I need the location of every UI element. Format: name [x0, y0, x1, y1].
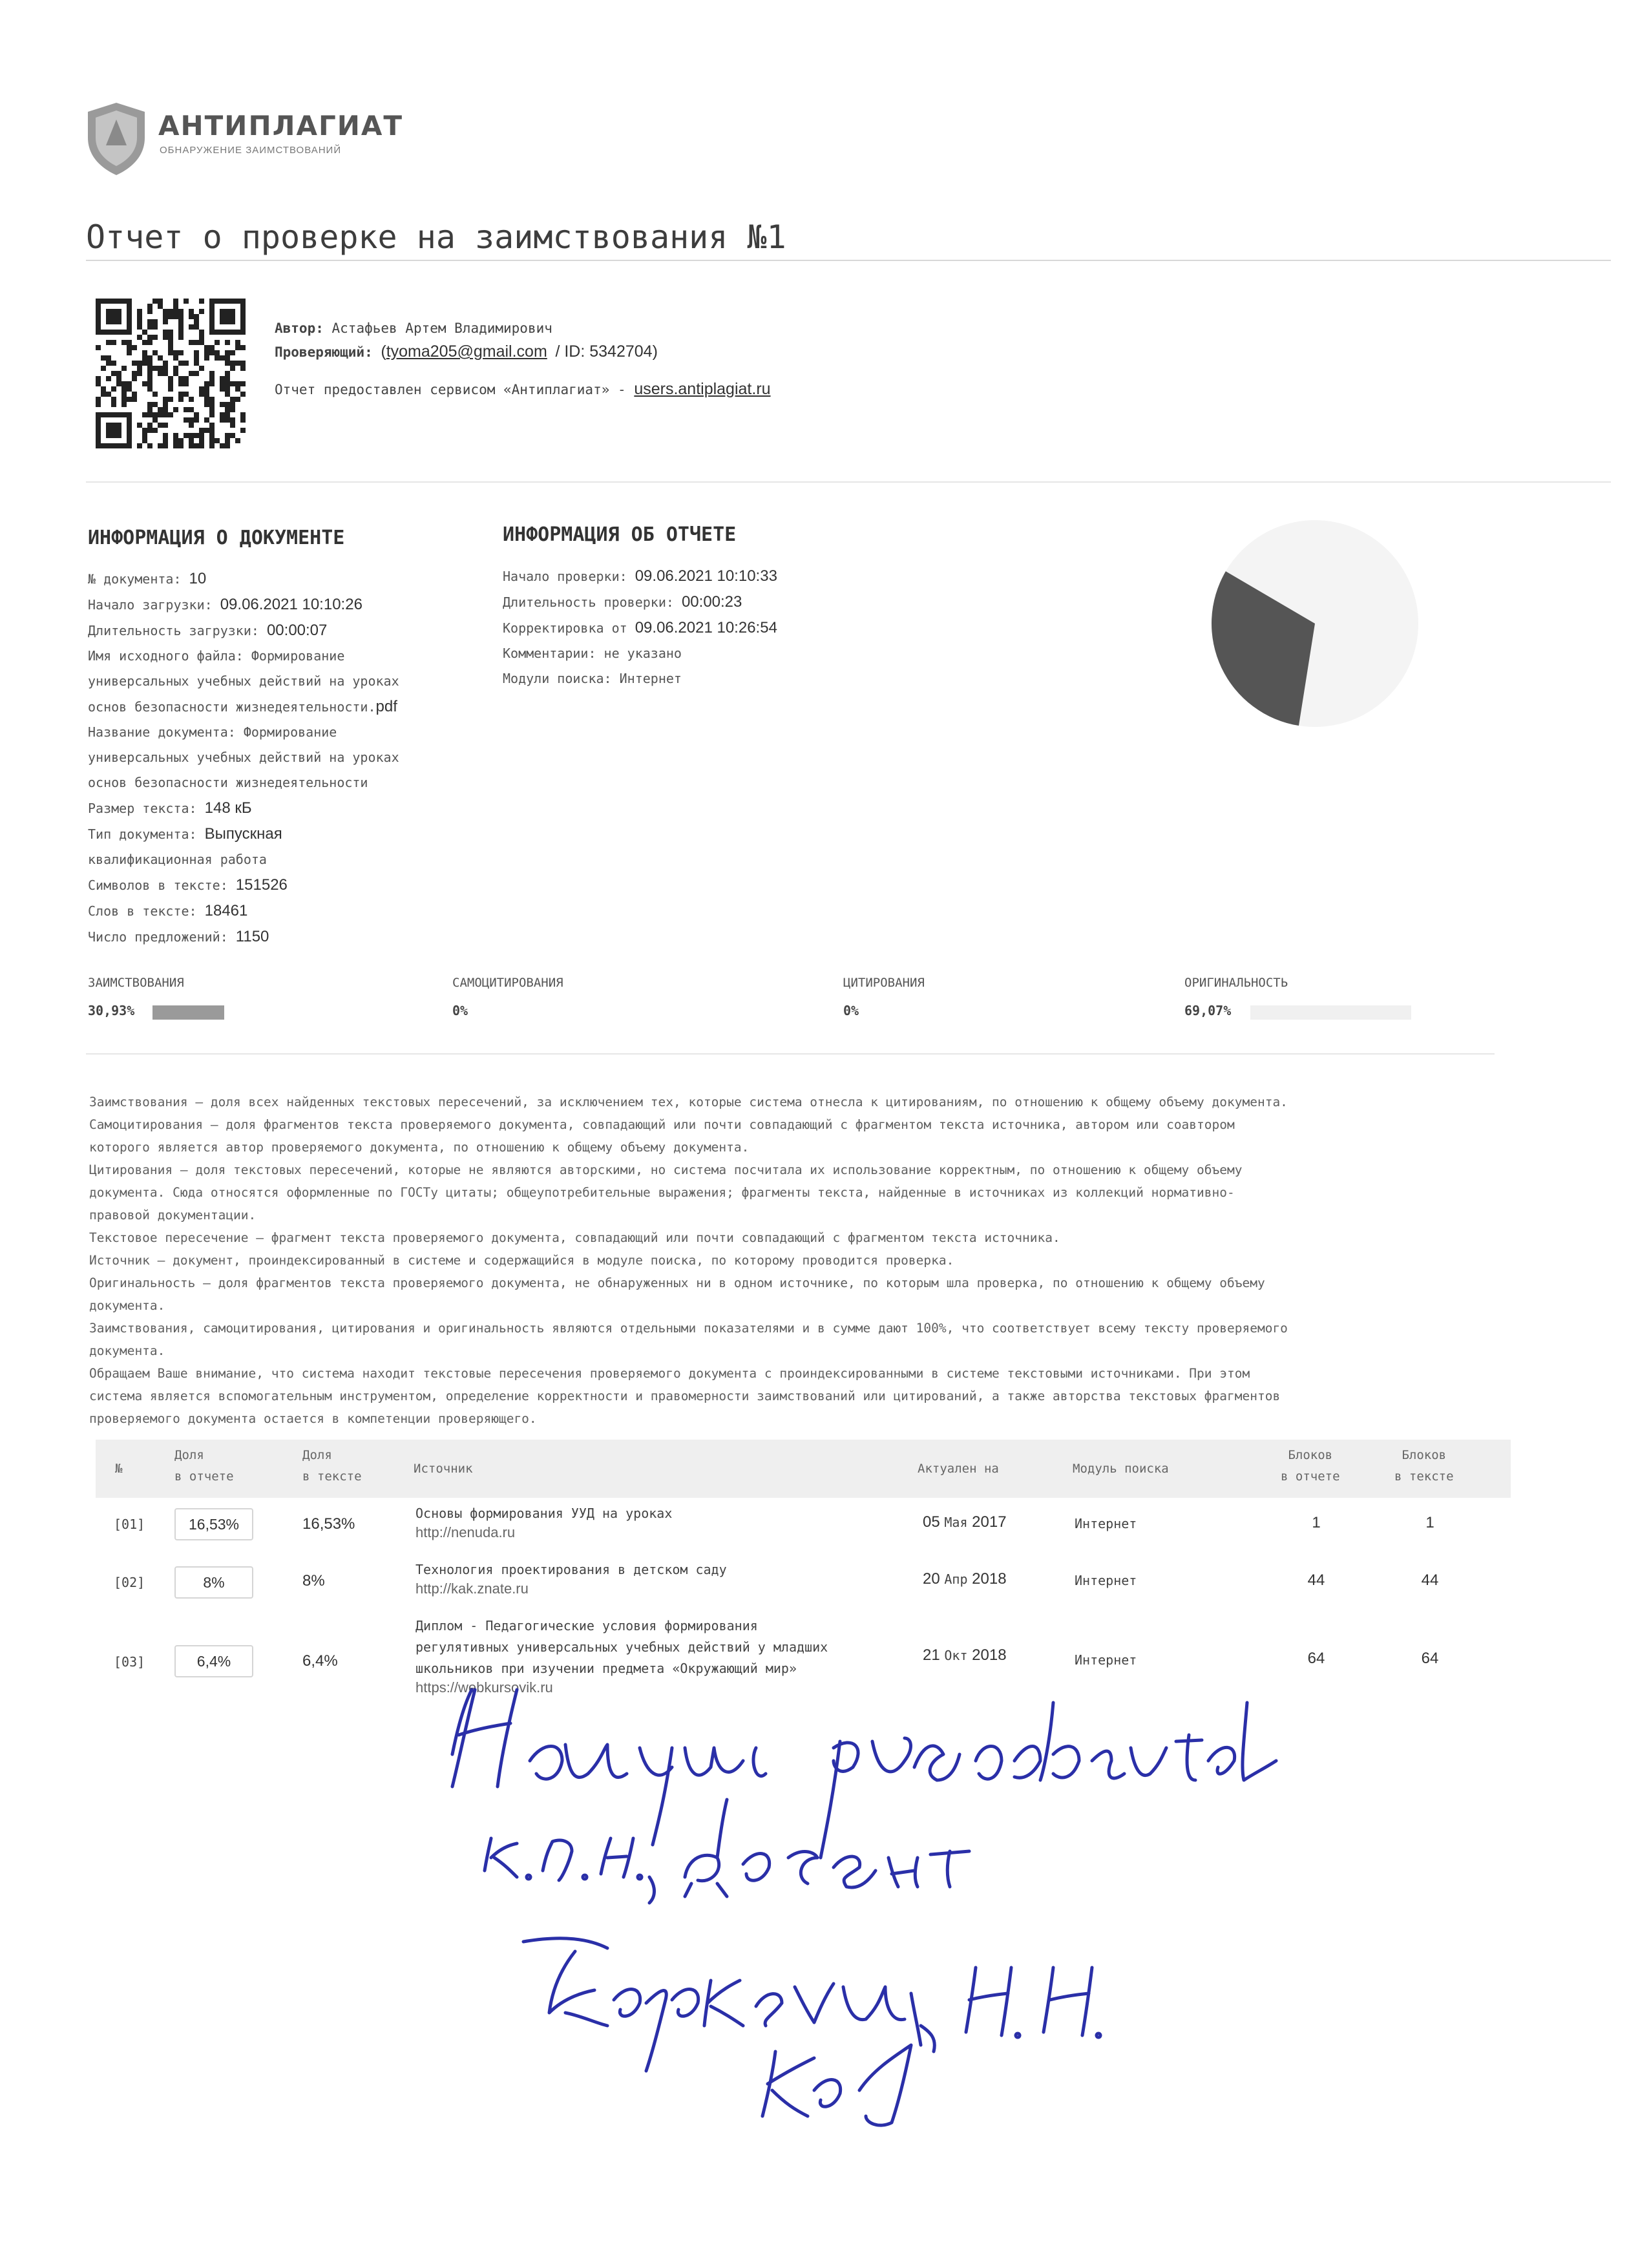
checker-id: / ID: 5342704): [555, 342, 658, 361]
source-title: Основы формирования УУД на уроках: [415, 1506, 673, 1521]
doc-number-row: [88, 566, 501, 592]
text-size-row: [88, 795, 501, 821]
doc-name-line: основ безопасности жизнедеятельности: [88, 775, 368, 790]
checker-line: [275, 342, 658, 361]
check-start-row: [503, 563, 955, 589]
col-header-blocks-text: [1394, 1445, 1454, 1487]
doc-type-label: Тип документа:: [88, 826, 197, 842]
borrowings-bar: [152, 1005, 224, 1020]
chars-row: [88, 872, 501, 898]
doc-name-line: Название документа: Формирование: [88, 724, 337, 740]
source-file-line: Имя исходного файла: Формирование: [88, 648, 345, 664]
row-num: [03]: [114, 1654, 145, 1670]
originality-bar: [1250, 1005, 1411, 1020]
report-title: Отчет о проверке на заимствования №1: [86, 218, 786, 256]
borrowings-label: ЗАИМСТВОВАНИЯ: [88, 976, 184, 990]
correction-label: Корректировка от: [503, 620, 627, 636]
source-url[interactable]: http://kak.znate.ru: [415, 1580, 529, 1597]
glossary-line: Цитирования — доля текстовых пересечений, которые не являются авторскими, но система посчитала их использование корректным, по отношению к общему объему: [89, 1162, 1243, 1177]
share-text: 8%: [302, 1572, 325, 1590]
blocks-text: 44: [1421, 1571, 1439, 1589]
chars-count: 151526: [235, 876, 288, 894]
doc-info-title: ИНФОРМАЦИЯ О ДОКУМЕНТЕ: [88, 527, 345, 549]
borrowings-value: 30,93%: [88, 1003, 135, 1018]
glossary-line: Заимствования — доля всех найденных текстовых пересечений, за исключением тех, которые система отнесла к цитированиям, по отношению к общему объему документа.: [89, 1095, 1288, 1109]
self-citation-label: САМОЦИТИРОВАНИЯ: [452, 976, 563, 990]
source-date: [923, 1570, 1007, 1588]
author-line: [275, 320, 552, 336]
logo-tagline: ОБНАРУЖЕНИЕ ЗАИМСТВОВАНИЙ: [160, 145, 342, 156]
col-header-share-text: [302, 1445, 362, 1487]
col-header-line: в тексте: [302, 1469, 362, 1484]
col-header-line: Доля: [302, 1448, 332, 1462]
service-line: [275, 380, 771, 399]
search-module: Интернет: [1075, 1652, 1137, 1668]
doc-type: Выпускная: [204, 825, 282, 843]
glossary-line: Заимствования, самоцитирования, цитирования и оригинальность являются отдельными показателями и в сумме дают 100%, что соответствует всему тексту проверяемого: [89, 1321, 1288, 1336]
checker-email-link[interactable]: tyoma205@gmail.com: [386, 342, 547, 361]
glossary-line: документа.: [89, 1298, 165, 1313]
report-info-block: [503, 563, 955, 691]
sentences-row: [88, 924, 501, 950]
checker-open: (: [381, 342, 386, 361]
originality-pie-chart: [1208, 517, 1422, 730]
col-header-line: Доля: [174, 1448, 204, 1462]
checker-label: Проверяющий:: [275, 344, 373, 360]
share-text: 6,4%: [302, 1652, 338, 1670]
date-month: Мая: [944, 1515, 968, 1530]
source-url[interactable]: https://webkursovik.ru: [415, 1679, 553, 1696]
text-size: 148 кБ: [204, 799, 252, 817]
check-start: 09.06.2021 10:10:33: [635, 567, 777, 585]
col-header-source: Источник: [414, 1462, 473, 1476]
words-label: Слов в тексте:: [88, 903, 197, 919]
col-header-line: в отчете: [1281, 1469, 1340, 1484]
service-label: Отчет предоставлен сервисом «Антиплагиат» -: [275, 382, 626, 397]
doc-number-label: № документа:: [88, 571, 182, 587]
glossary-line: Обращаем Ваше внимание, что система находит текстовые пересечения проверяемого документа с проиндексированными в системе текстовыми источниками. При этом: [89, 1366, 1250, 1381]
date-year: 2018: [972, 1570, 1007, 1588]
originality-value: 69,07%: [1184, 1003, 1232, 1018]
logo-name: АНТИПЛАГИАТ: [158, 110, 404, 142]
citation-label: ЦИТИРОВАНИЯ: [843, 976, 925, 990]
correction-row: [503, 615, 955, 641]
handwritten-signature: [414, 1664, 1318, 2129]
source-title: Технология проектирования в детском саду: [415, 1562, 727, 1577]
col-header-line: Блоков: [1288, 1448, 1333, 1462]
glossary-line: Текстовое пересечение — фрагмент текста проверяемого документа, совпадающий или почти совпадающий с фрагментом текста источника.: [89, 1230, 1060, 1245]
date-day: 21: [923, 1646, 940, 1664]
chars-label: Символов в тексте:: [88, 877, 228, 893]
source-url[interactable]: http://nenuda.ru: [415, 1524, 516, 1540]
upload-start-row: [88, 592, 501, 618]
modules-row: Модули поиска: Интернет: [503, 671, 682, 686]
source-file-last-row: [88, 694, 501, 720]
words-count: 18461: [204, 902, 248, 919]
divider: [86, 260, 1611, 261]
doc-name-line: универсальных учебных действий на уроках: [88, 750, 399, 765]
text-size-label: Размер текста:: [88, 801, 197, 816]
sentences-count: 1150: [235, 928, 269, 945]
share-report-badge: 6,4%: [174, 1645, 253, 1677]
author-label: Автор:: [275, 320, 324, 336]
source-entry[interactable]: [415, 1503, 672, 1541]
divider: [86, 1053, 1495, 1055]
upload-duration-row: [88, 618, 501, 644]
self-citation-value: 0%: [452, 1003, 468, 1018]
check-duration-row: [503, 589, 955, 615]
source-title: регулятивных универсальных учебных действий у младших: [415, 1639, 828, 1655]
check-duration-label: Длительность проверки:: [503, 594, 674, 610]
glossary-line: документа. Сюда относятся оформленные по ГОСТу цитаты; общеупотребительные выражения; фрагменты текста, найденные в источниках из коллекций нормативно-: [89, 1185, 1235, 1200]
date-day: 20: [923, 1570, 940, 1588]
doc-info-block: [88, 566, 501, 950]
date-year: 2018: [972, 1646, 1007, 1664]
col-header-blocks-report: [1281, 1445, 1340, 1487]
sentences-label: Число предложений:: [88, 929, 228, 945]
glossary-line: Самоцитирования — доля фрагментов текста проверяемого документа, совпадающий или почти совпадающий с фрагментом текста источника, автором или соавтором: [89, 1117, 1235, 1132]
date-month: Апр: [944, 1571, 968, 1587]
glossary-line: Оригинальность — доля фрагментов текста проверяемого документа, не обнаруженных ни в одном источнике, по которым шла проверка, по отношению к общему объему: [89, 1276, 1265, 1290]
glossary-line: Источник — документ, проиндексированный в системе и содержащийся в модуле поиска, по которому проводится проверка.: [89, 1253, 954, 1268]
source-date: [923, 1646, 1007, 1664]
share-text: 16,53%: [302, 1515, 355, 1533]
col-header-line: Блоков: [1402, 1448, 1447, 1462]
col-header-module: Модуль поиска: [1073, 1462, 1169, 1476]
doc-number: 10: [189, 570, 207, 587]
share-report-badge: 8%: [174, 1566, 253, 1599]
qr-code[interactable]: [96, 299, 246, 448]
shield-icon: [84, 100, 149, 178]
date-year: 2017: [972, 1513, 1007, 1531]
glossary-line: документа.: [89, 1343, 165, 1358]
source-date: [923, 1513, 1007, 1531]
share-report-badge: 16,53%: [174, 1508, 253, 1540]
col-header-num: №: [115, 1462, 123, 1476]
source-title: школьников при изучении предмета «Окружающий мир»: [415, 1661, 797, 1676]
originality-label: ОРИГИНАЛЬНОСТЬ: [1184, 976, 1288, 990]
row-num: [02]: [114, 1575, 145, 1590]
blocks-report: 44: [1307, 1571, 1325, 1589]
source-file-line: основ безопасности жизнедеятельности.: [88, 699, 376, 715]
blocks-report: 1: [1312, 1514, 1321, 1531]
col-header-share-report: [174, 1445, 234, 1487]
col-header-line: в тексте: [1394, 1469, 1454, 1484]
col-header-date: Актуален на: [918, 1462, 999, 1476]
row-num: [01]: [114, 1517, 145, 1532]
blocks-text: 64: [1421, 1650, 1439, 1667]
col-header-line: в отчете: [174, 1469, 234, 1484]
glossary-line: система является вспомогательным инструментом, определение корректности и правомерности заимствований или цитирований, а также авторства текстовых фрагментов: [89, 1389, 1281, 1403]
source-file-line: универсальных учебных действий на уроках: [88, 673, 399, 689]
upload-start-label: Начало загрузки:: [88, 597, 213, 613]
doc-type-line: квалификационная работа: [88, 852, 267, 867]
report-info-title: ИНФОРМАЦИЯ ОБ ОТЧЕТЕ: [503, 523, 737, 546]
glossary-line: которого является автор проверяемого документа, по отношению к общему объему документа.: [89, 1140, 750, 1155]
check-start-label: Начало проверки:: [503, 569, 627, 584]
service-link[interactable]: users.antiplagiat.ru: [634, 380, 771, 398]
doc-type-row: [88, 821, 501, 847]
upload-start: 09.06.2021 10:10:26: [220, 596, 362, 613]
source-file-ext: pdf: [375, 698, 397, 715]
source-entry[interactable]: [415, 1559, 727, 1597]
check-duration: 00:00:23: [681, 593, 742, 611]
glossary-line: правовой документации.: [89, 1208, 257, 1223]
search-module: Интернет: [1075, 1573, 1137, 1588]
upload-duration-label: Длительность загрузки:: [88, 623, 259, 638]
source-title: Диплом - Педагогические условия формирования: [415, 1618, 758, 1633]
date-month: Окт: [944, 1648, 968, 1663]
glossary-line: проверяемого документа остается в компетенции проверяющего.: [89, 1411, 537, 1426]
citation-value: 0%: [843, 1003, 859, 1018]
upload-duration: 00:00:07: [266, 622, 328, 639]
glossary: [89, 1091, 1485, 1430]
author-value: Астафьев Артем Владимирович: [331, 320, 552, 336]
words-row: [88, 898, 501, 924]
divider: [86, 481, 1611, 483]
comments-row: Комментарии: не указано: [503, 646, 682, 661]
blocks-text: 1: [1425, 1514, 1434, 1531]
blocks-report: 64: [1307, 1650, 1325, 1667]
correction-date: 09.06.2021 10:26:54: [635, 619, 777, 636]
search-module: Интернет: [1075, 1516, 1137, 1531]
date-day: 05: [923, 1513, 940, 1531]
